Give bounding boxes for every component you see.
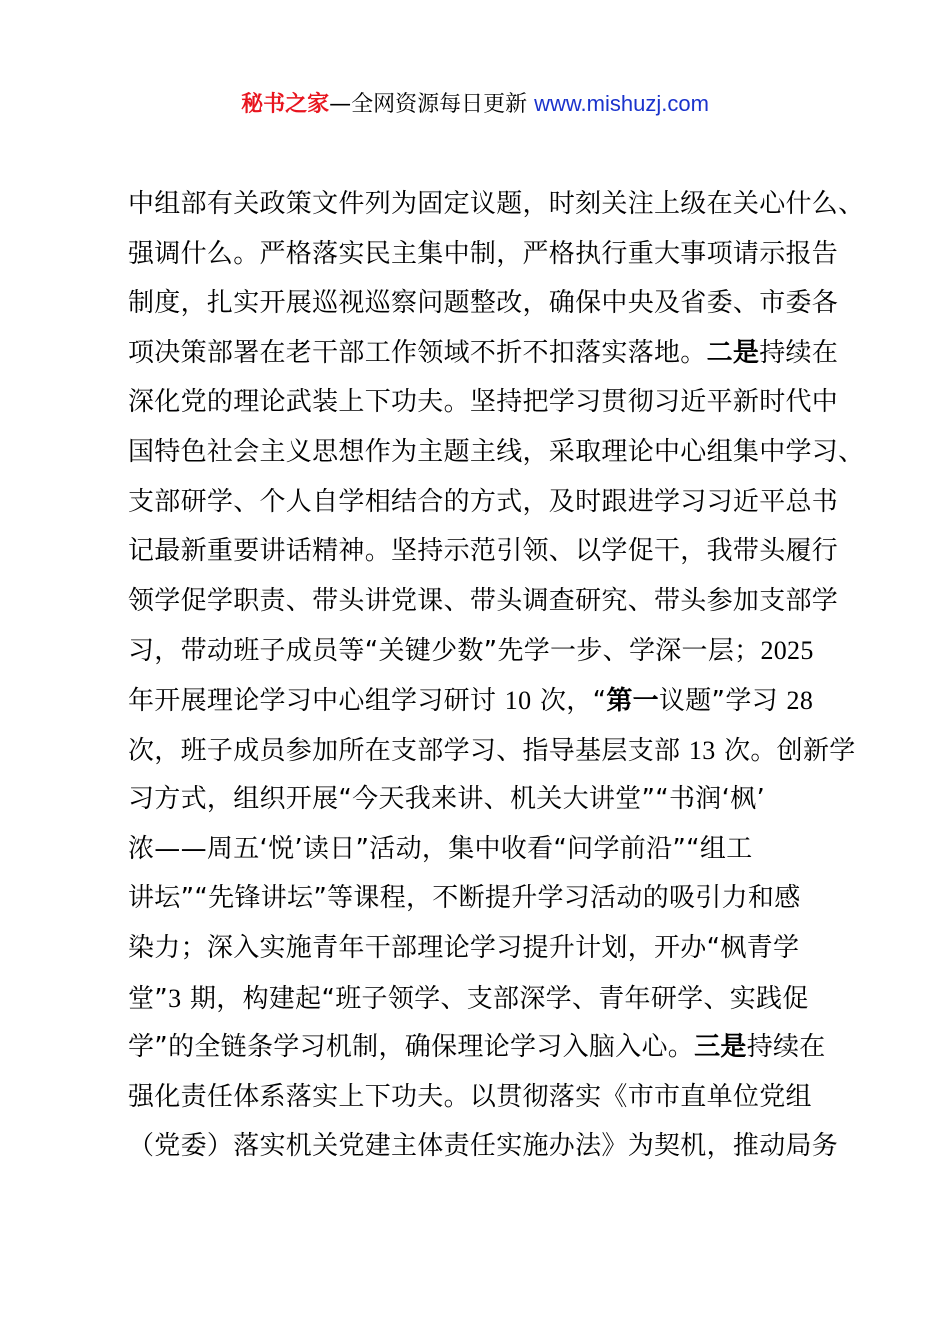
text-run: 习，带动班子成员等“关键少数”先学一步、学深一层； [128,636,761,667]
text-run: 年开展理论学习中心组学习研讨 [128,685,497,716]
text-run: 持续在 [759,337,839,368]
text-line: 支部研学、个人自学相结合的方式，及时跟进学习习近平总书 [128,486,839,517]
text-line: 习方式，组织开展“今天我来讲、机关大讲堂”“书润‘枫’ [128,784,766,815]
document-body [128,180,865,1172]
bold-ordinal-3: 三是 [694,1032,747,1063]
text-run: 次，“ [539,685,607,716]
text-line: 领学促学职责、带头讲党课、带头调查研究、带头参加支部学 [128,585,839,616]
count-number: 13 [688,735,716,765]
text-line: 讲坛”“先锋讲坛”等课程，不断提升学习活动的吸引力和感 [128,883,801,914]
bold-first: 第一 [606,685,659,716]
text-run: 次。创新学 [724,735,856,766]
year-number: 2025 [760,636,814,666]
count-number: 10 [504,685,532,715]
text-line: 记最新重要讲话精神。坚持示范引领、以学促干，我带头履行 [128,536,839,567]
text-line: （党委）落实机关党建主体责任实施办法》为契机，推动局务 [128,1131,839,1162]
text-line [128,1023,833,1073]
text-run: 期，构建起“班子领学、支部深学、青年研学、实践促 [189,983,809,1014]
text-line [128,726,856,776]
text-line: 强调什么。严格落实民主集中制，严格执行重大事项请示报告 [128,238,839,269]
bold-ordinal-2: 二是 [706,337,760,368]
site-header [0,88,950,121]
count-number: 3 [168,983,182,1013]
count-number: 28 [786,685,814,715]
text-line [128,329,839,379]
text-line [128,626,833,676]
brand-name: 秘书之家 [241,92,330,117]
text-line: 染力；深入实施青年干部理论学习提升计划，开办“枫青学 [128,932,800,963]
text-run: 学”的全链条学习机制，确保理论学习入脑入心。 [128,1032,695,1063]
text-line: 浓——周五‘悦’读日”活动，集中收看“问学前沿”“组工 [128,833,753,864]
text-run: 持续在 [746,1032,826,1063]
text-line [128,974,833,1024]
text-line: 中组部有关政策文件列为固定议题，时刻关注上级在关心什么、 [128,189,865,219]
text-line: 制度，扎实开展巡视巡察问题整改，确保中央及省委、市委各 [128,288,839,319]
text-line [128,676,833,726]
text-line: 强化责任体系落实上下功夫。以贯彻落实《市市直单位党组 [128,1081,812,1112]
text-line: 国特色社会主义思想作为主题主线，采取理论中心组集中学习、 [128,436,865,467]
site-url[interactable]: www.mishuzj.com [534,91,709,116]
text-run: 项决策部署在老干部工作领域不折不扣落实落地。 [128,337,707,368]
text-run: 堂” [128,983,169,1014]
text-line: 深化党的理论武装上下功夫。坚持把学习贯彻习近平新时代中 [128,387,839,418]
text-run: 议题”学习 [658,685,778,716]
header-tagline: —全网资源每日更新 [329,92,535,117]
text-run: 次，班子成员参加所在支部学习、指导基层支部 [128,735,681,766]
